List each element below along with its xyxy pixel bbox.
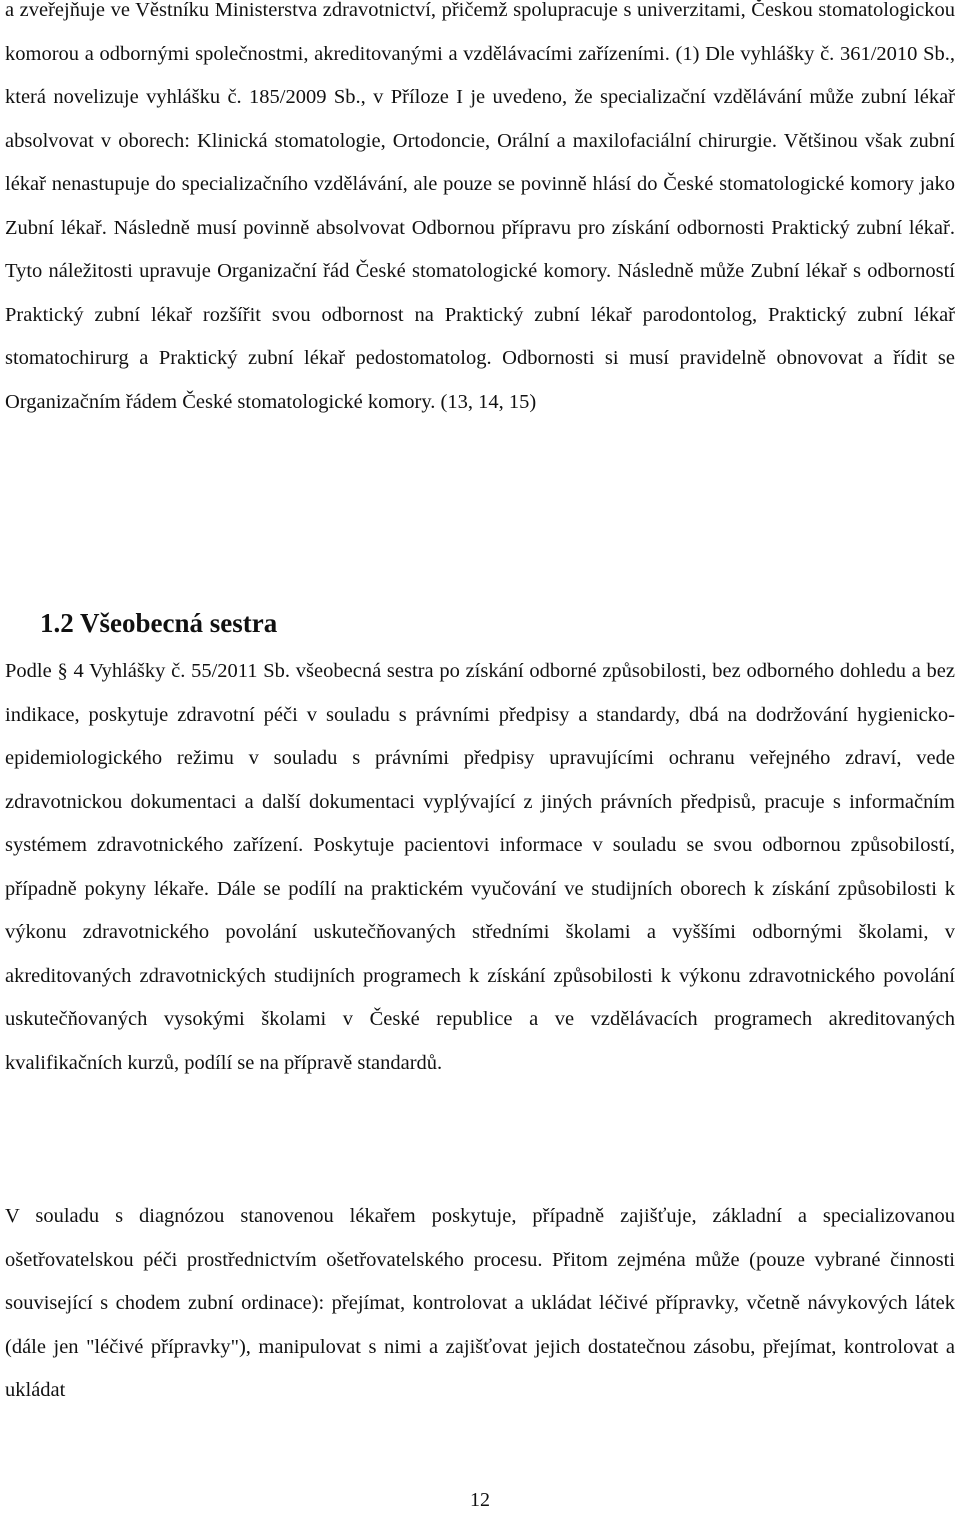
page-number: 12 [470, 1489, 490, 1511]
section-heading: 1.2 Všeobecná sestra [40, 608, 278, 638]
paragraph-general-nurse: Podle § 4 Vyhlášky č. 55/2011 Sb. všeobecná sestra po získání odborné způsobilosti, bez odborného dohledu a bez indikace, poskytuje zdravotní péči v souladu s právními předpisy a standardy, dbá na dodržování hygienicko-epidemiologického režimu v souladu s právními předpisy upravujícími ochranu veřejného zdraví, vede zdravotnickou dokumentaci a další dokumentaci vyplývající z jiných právních předpisů, pracuje s informačním systémem zdravotnického zařízení. Poskytuje pacientovi informace v souladu se svou odbornou způsobilostí, případně pokyny lékaře. Dále se podílí na praktickém vyučování ve studijních oborech k získání způsobilosti k výkonu zdravotnického povolání uskutečňovaných středními školami a vyššími odbornými školami, v akreditovaných zdravotnických studijních programech k získání způsobilosti k výkonu zdravotnického povolání uskutečňovaných vysokými školami v České republice a ve vzdělávacích programech akreditovaných kvalifikačních kurzů, podílí se na přípravě standardů. [5, 660, 955, 1074]
paragraph-dental-specialization: a zveřejňuje ve Věstníku Ministerstva zdravotnictví, přičemž spolupracuje s univerzitami, Českou stomatologickou komorou a odbornými společnostmi, akreditovanými a vzdělávacími zařízeními. (1) Dle vyhlášky č. 361/2010 Sb., která novelizuje vyhlášku č. 185/2009 Sb., v Příloze I je uvedeno, že specializační vzdělávání může zubní lékař absolvovat v oborech: Klinická stomatologie, Ortodoncie, Orální a maxilofaciální chirurgie. Většinou však zubní lékař nenastupuje do specializačního vzdělávání, ale pouze se povinně hlásí do České stomatologické komory jako Zubní lékař. Následně musí povinně absolvovat Odbornou přípravu pro získání odbornosti Praktický zubní lékař. Tyto náležitosti upravuje Organizační řád České stomatologické komory. Následně může Zubní lékař s odborností Praktický zubní lékař rozšířit svou odbornost na Praktický zubní lékař parodontolog, Praktický zubní lékař stomatochirurg a Praktický zubní lékař pedostomatolog. Odbornosti si musí pravidelně obnovovat a řídit se Organizačním řádem České stomatologické komory. (13, 14, 15) [5, 0, 955, 413]
paragraph-nursing-care: V souladu s diagnózou stanovenou lékařem poskytuje, případně zajišťuje, základní a specializovanou ošetřovatelskou péči prostřednictvím ošetřovatelského procesu. Přitom zejména může (pouze vybrané činnosti související s chodem zubní ordinace): přejímat, kontrolovat a ukládat léčivé přípravky, včetně návykových látek (dále jen "léčivé přípravky"), manipulovat s nimi a zajišťovat jejich dostatečnou zásobu, přejímat, kontrolovat a ukládat [5, 1205, 955, 1401]
